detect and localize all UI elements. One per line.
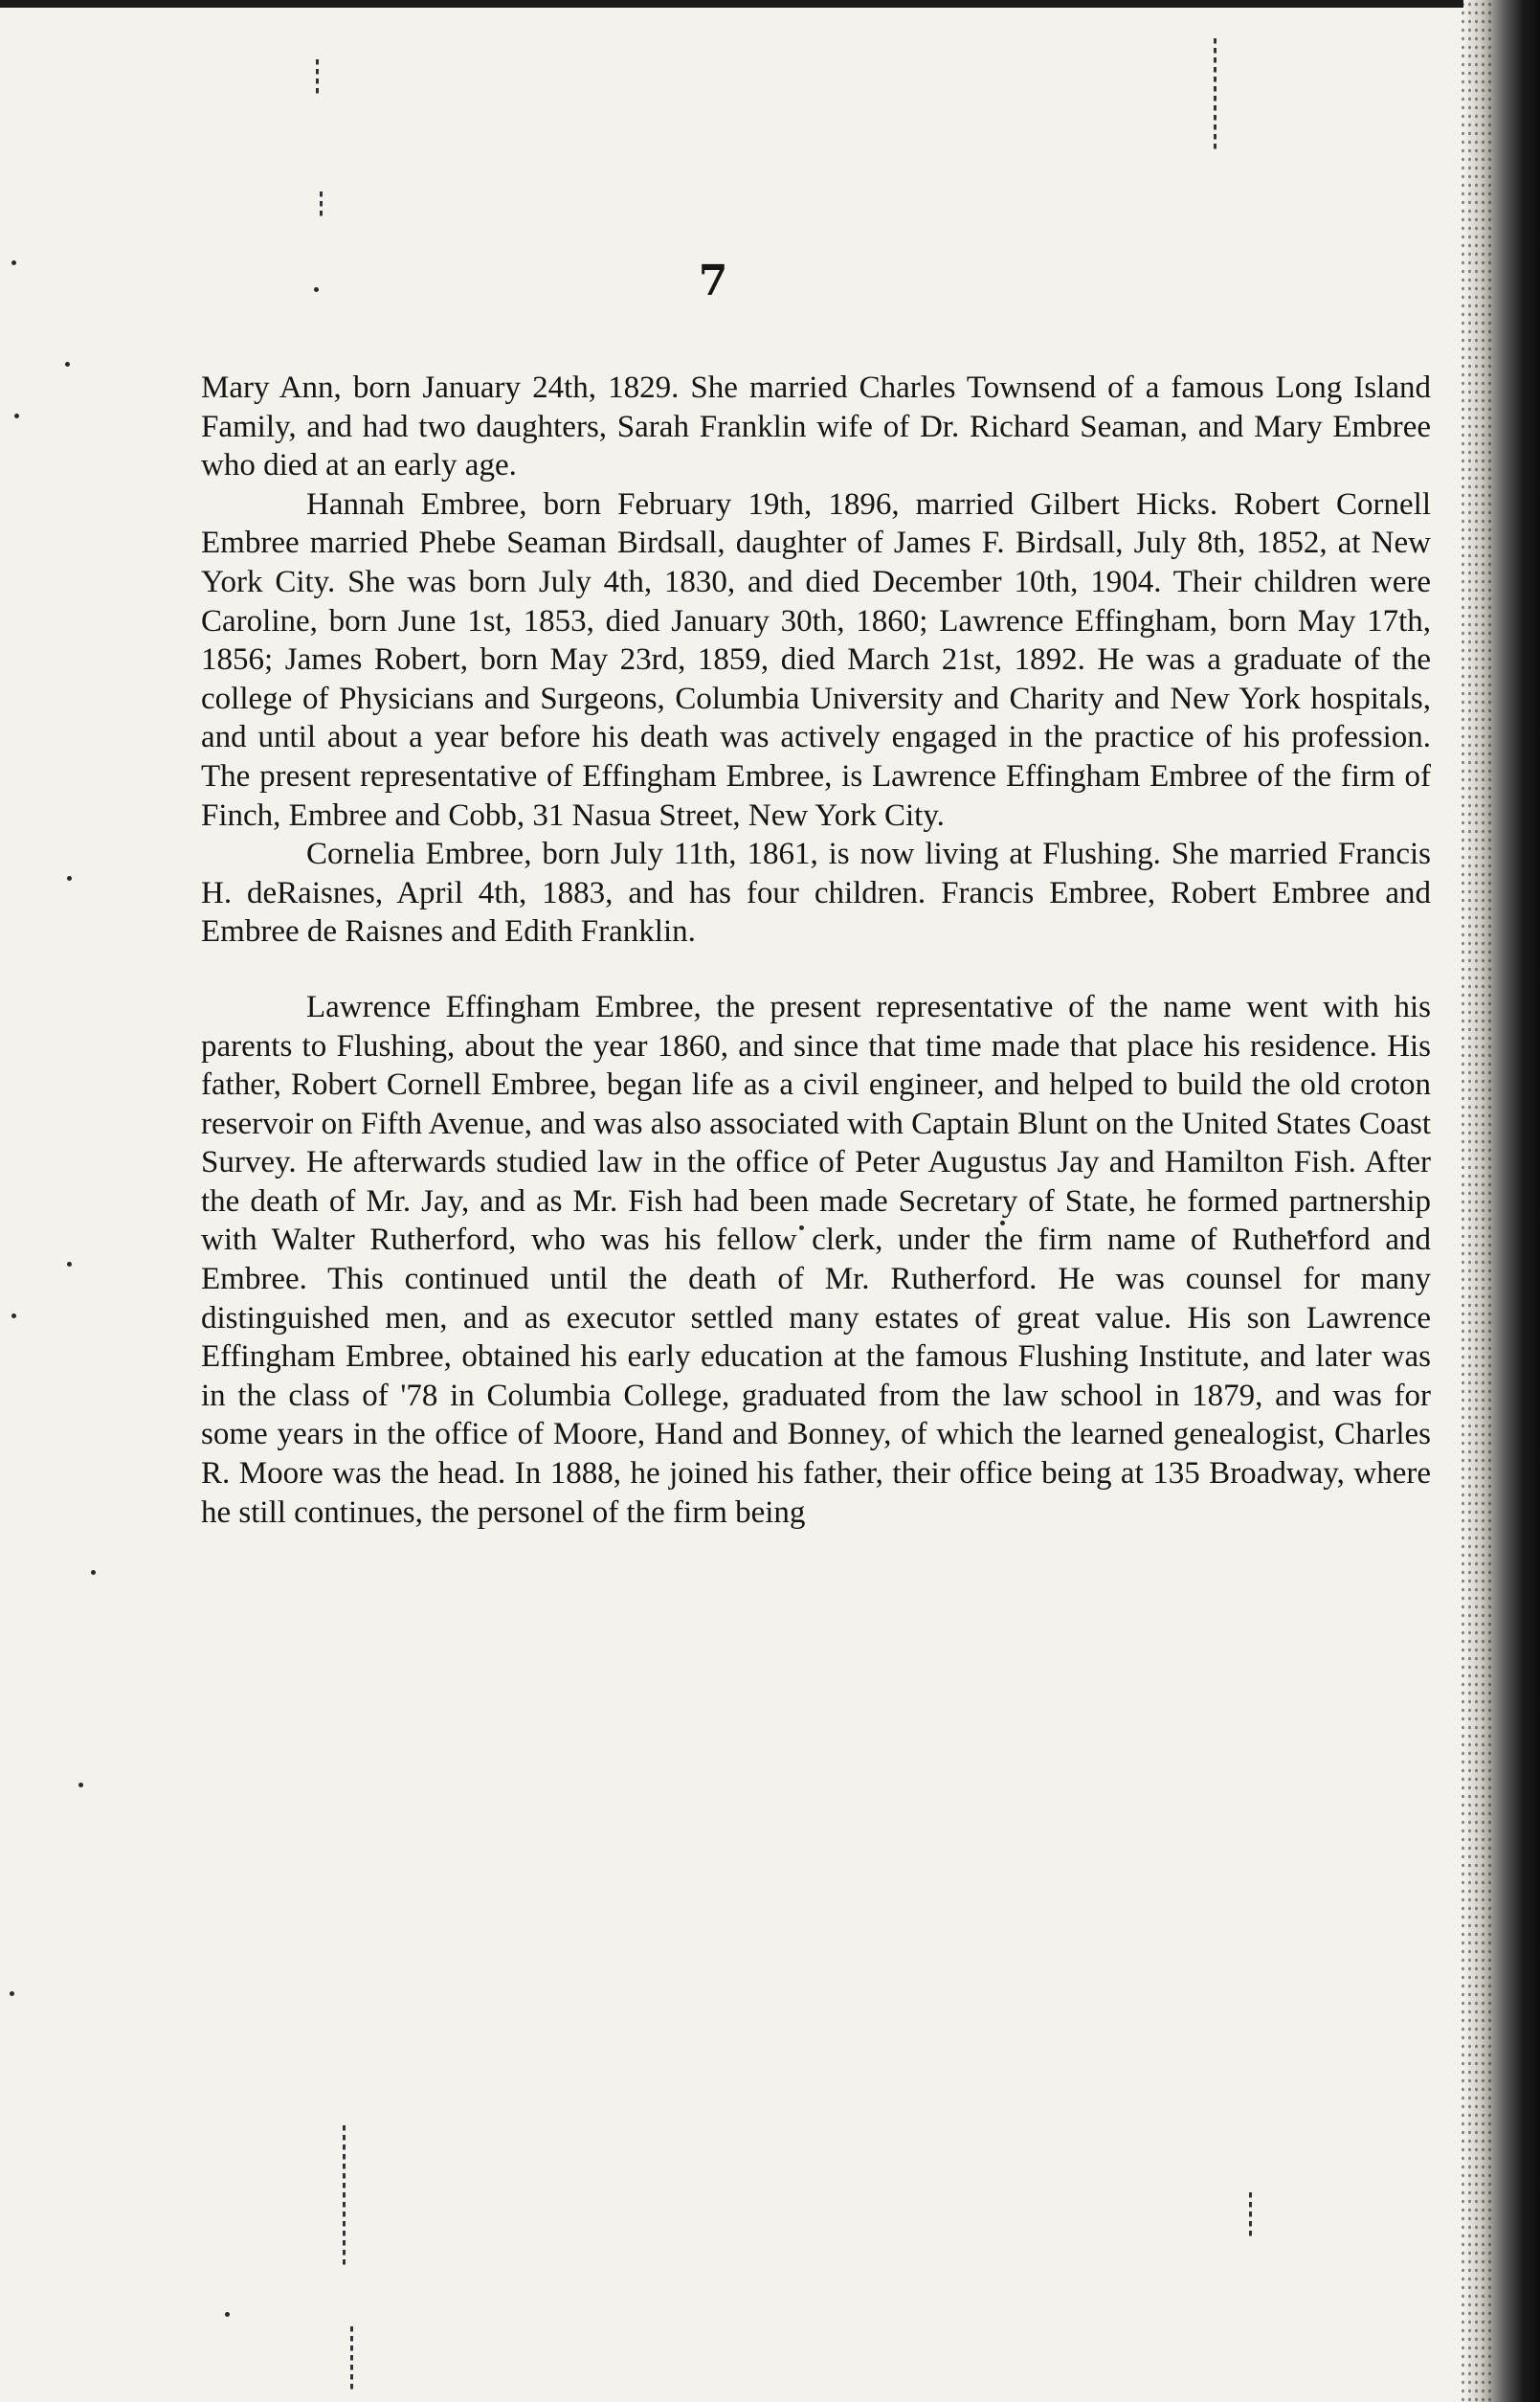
top-border-rule	[0, 0, 1540, 8]
paragraph-lawrence-embree: Lawrence Effingham Embree, the present representative of the name went with his parents to Flushing, about the year 1860, and since that time made that place his residence. His father, Robert Cornell Embree, began life as a civil engineer, and helped to build the old croton reservoir on Fifth Avenue, and was also associated with Captain Blunt on the United States Coast Survey. He afterwards studied law in the office of Peter Augustus Jay and Hamilton Fish. After the death of Mr. Jay, and as Mr. Fish had been made Secretary of State, he formed partnership with Walter Rutherford, who was his fellow clerk, under the firm name of Rutherford and Embree. This continued until the death of Mr. Rutherford. He was counsel for many distinguished men, and as executor settled many estates of great value. His son Lawrence Effingham Embree, obtained his early education at the famous Flushing Institute, and later was in the class of '78 in Columbia College, graduated from the law school in 1879, and was for some years in the office of Moore, Hand and Bonney, of which the learned genealogist, Charles R. Moore was the head. In 1888, he joined his father, their office being at 135 Broadway, where he still continues, the personel of the firm being	[201, 989, 1431, 1530]
scan-speck	[225, 2312, 230, 2317]
scan-dotted-mark	[343, 2125, 346, 2269]
paragraph-cornelia-embree: Cornelia Embree, born July 11th, 1861, is now living at Flushing. She married Francis H. deRaisnes, April 4th, 1883, and has four children. Francis Embree, Robert Embree and Embree de Raisnes and Edith Franklin.	[201, 837, 1431, 950]
scan-speck	[67, 876, 72, 881]
scan-edge-speckle	[1460, 0, 1492, 2402]
scan-speck	[10, 1991, 14, 1996]
scan-dotted-mark	[350, 2326, 353, 2393]
scan-dotted-mark	[316, 59, 319, 98]
paragraph-hannah-embree: Hannah Embree, born February 19th, 1896, married Gilbert Hicks. Robert Cornell Embree married Phebe Seaman Birdsall, daughter of James F. Birdsall, July 8th, 1852, at New York City. She was born July 4th, 1830, and died December 10th, 1904. Their children were Caroline, born June 1st, 1853, died January 30th, 1860; Lawrence Effingham, born May 17th, 1856; James Robert, born May 23rd, 1859, died March 21st, 1892. He was a graduate of the college of Physicians and Surgeons, Columbia University and Charity and New York hospitals, and until about a year before his death was actively engaged in the practice of his profession. The present representative of Effingham Embree, is Lawrence Effingham Embree of the firm of Finch, Embree and Cobb, 31 Nasua Street, New York City.	[201, 486, 1431, 833]
paragraph-townsend: Mary Ann, born January 24th, 1829. She married Charles Townsend of a famous Long Island Family, and had two daughters, Sarah Franklin wife of Dr. Richard Seaman, and Mary Embree who died at an early age.	[201, 370, 1431, 483]
scan-speck	[78, 1783, 83, 1787]
scan-dotted-mark	[1214, 38, 1216, 153]
scan-speck	[67, 1262, 72, 1267]
scan-speck	[14, 414, 19, 418]
scan-dotted-mark	[320, 191, 323, 220]
scan-speck	[91, 1570, 96, 1575]
scan-speck	[11, 1313, 16, 1318]
scan-dotted-mark	[1249, 2192, 1252, 2240]
body-text	[201, 369, 1431, 1532]
page-number: 7	[698, 257, 728, 305]
scan-speck	[65, 362, 70, 367]
